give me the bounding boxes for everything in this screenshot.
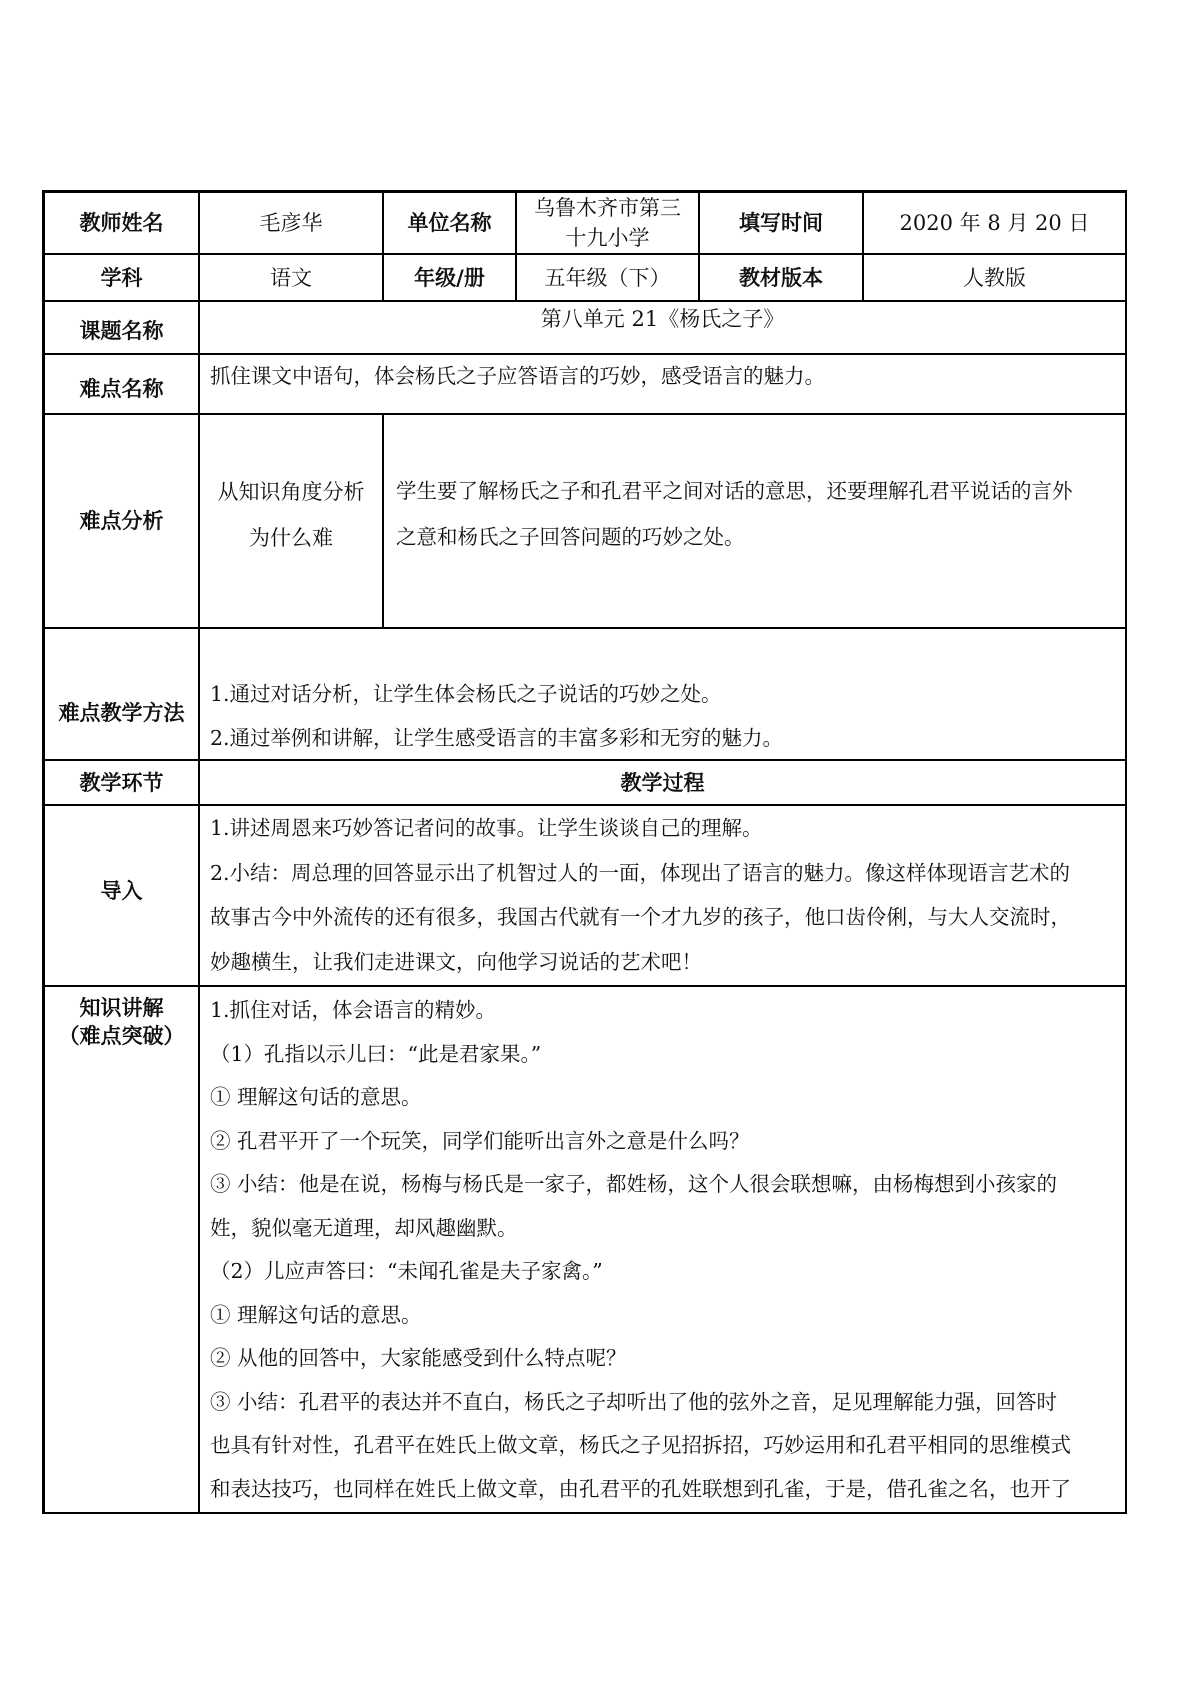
analysis-line: 学生要了解杨氏之子和孔君平之间对话的意思，还要理解孔君平说话的言外 — [396, 479, 1073, 503]
method-line: 2.通过举例和讲解，让学生感受语言的丰富多彩和无穷的魅力。 — [210, 726, 784, 750]
method-line: 1.通过对话分析，让学生体会杨氏之子说话的巧妙之处。 — [210, 682, 722, 706]
analysis-line: 之意和杨氏之子回答问题的巧妙之处。 — [396, 525, 745, 549]
method-text — [210, 672, 1120, 760]
knowledge-line: （1）孔指以示儿曰：“此是君家果。” — [210, 1041, 542, 1066]
subject-value: 语文 — [270, 265, 312, 290]
knowledge-line: ① 理解这句话的意思。 — [210, 1085, 422, 1109]
fill-date-label: 填写时间 — [739, 211, 823, 235]
intro-line: 故事古今中外流传的还有很多，我国古代就有一个才九岁的孩子，他口齿伶俐，与大人交流时， — [210, 905, 1071, 929]
knowledge-line: 姓，貌似毫无道理，却风趣幽默。 — [210, 1215, 518, 1240]
knowledge-line: ② 孔君平开了一个玩笑，同学们能听出言外之意是什么吗？ — [210, 1128, 750, 1153]
knowledge-line: 和表达技巧，也同样在姓氏上做文章，由孔君平的孔姓联想到孔雀，于是，借孔雀之名，也开了 — [210, 1476, 1071, 1501]
knowledge-line: 也具有针对性，孔君平在姓氏上做文章，杨氏之子见招拆招，巧妙运用和孔君平相同的思维模式 — [210, 1433, 1071, 1457]
grade-value: 五年级（下） — [544, 265, 671, 290]
intro-text — [210, 806, 1120, 984]
row-divider — [42, 627, 1127, 629]
knowledge-label-line2: （难点突破） — [58, 1024, 185, 1048]
difficulty-label: 难点名称 — [79, 377, 164, 401]
difficulty-value: 抓住课文中语句，体会杨氏之子应答语言的巧妙，感受语言的魅力。 — [210, 364, 825, 388]
analysis-sublabel — [200, 465, 382, 565]
analysis-label: 难点分析 — [79, 509, 164, 533]
knowledge-line: ③ 小结：孔君平的表达并不直白，杨氏之子却听出了他的弦外之音，足见理解能力强，回答时 — [210, 1389, 1058, 1414]
analysis-sublabel-line1: 从知识角度分析 — [217, 480, 365, 504]
row-divider — [42, 353, 1127, 355]
analysis-text — [396, 468, 1116, 560]
column-divider — [382, 413, 384, 629]
method-label: 难点教学方法 — [58, 701, 185, 725]
knowledge-line: ② 从他的回答中，大家能感受到什么特点呢？ — [210, 1346, 627, 1370]
topic-value: 第八单元 21《杨氏之子》 — [540, 307, 785, 331]
subject-label: 学科 — [100, 265, 143, 290]
teacher-name-label: 教师姓名 — [79, 211, 164, 235]
knowledge-line: （2）儿应声答曰：“未闻孔雀是夫子家禽。” — [210, 1259, 603, 1283]
grade-label: 年级/册 — [414, 265, 485, 290]
knowledge-line: ① 理解这句话的意思。 — [210, 1302, 422, 1327]
knowledge-label-line1: 知识讲解 — [79, 996, 164, 1020]
table-border-bottom — [42, 1512, 1127, 1514]
unit-name-label: 单位名称 — [407, 211, 492, 235]
edition-label: 教材版本 — [739, 265, 823, 290]
unit-name-value — [517, 193, 698, 253]
table-border-right — [1125, 190, 1127, 1514]
fill-date-value: 2020 年 8 月 20 日 — [899, 211, 1090, 235]
intro-line: 2.小结：周总理的回答显示出了机智过人的一面，体现出了语言的魅力。像这样体现语言艺术的 — [210, 860, 1071, 885]
process-step-header: 教学环节 — [79, 770, 164, 795]
knowledge-line: 1.抓住对话，体会语言的精妙。 — [210, 998, 497, 1022]
intro-line: 1.讲述周恩来巧妙答记者问的故事。让学生谈谈自己的理解。 — [210, 816, 763, 840]
knowledge-text — [210, 989, 1120, 1511]
intro-label: 导入 — [100, 878, 143, 903]
intro-line: 妙趣横生，让我们走进课文，向他学习说话的艺术吧！ — [210, 949, 702, 974]
column-divider — [198, 190, 200, 1514]
teacher-name-value: 毛彦华 — [259, 211, 323, 235]
topic-label: 课题名称 — [79, 318, 164, 343]
knowledge-line: ③ 小结：他是在说，杨梅与杨氏是一家子，都姓杨，这个人很会联想嘛，由杨梅想到小孩家的 — [210, 1172, 1058, 1196]
row-divider — [42, 413, 1127, 415]
analysis-sublabel-line2: 为什么难 — [249, 526, 333, 550]
knowledge-label — [45, 992, 198, 1052]
edition-value: 人教版 — [963, 265, 1026, 290]
process-content-header: 教学过程 — [620, 770, 705, 795]
row-divider — [42, 985, 1127, 987]
unit-name-line1: 乌鲁木齐市第三 — [534, 196, 681, 220]
unit-name-line2: 十九小学 — [565, 226, 650, 250]
